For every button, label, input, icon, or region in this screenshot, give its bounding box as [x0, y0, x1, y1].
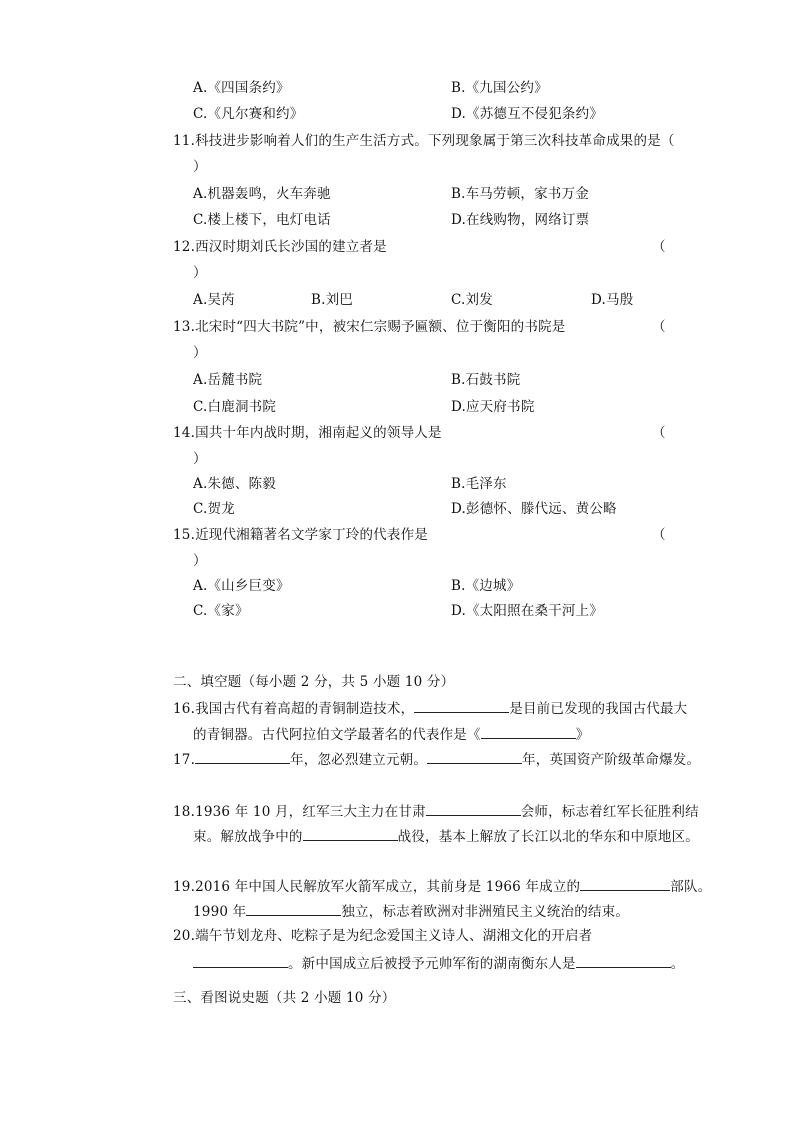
- q13-option-b: B.石鼓书院: [451, 372, 521, 388]
- q11-option-a: A.机器轰鸣，火车奔驰: [193, 186, 331, 202]
- q20-line-1: 20.端午节划龙舟、吃粽子是为纪念爱国主义诗人、湖湘文化的开启者: [173, 928, 593, 944]
- q14-close-paren: ）: [193, 451, 207, 467]
- q11-option-b: B.车马劳顿，家书万金: [451, 186, 589, 202]
- q17-number: 17.: [173, 752, 196, 768]
- q14-option-b: B.毛泽东: [451, 476, 507, 492]
- q19-text-2a: 1990 年: [193, 904, 247, 920]
- q11-option-c: C.楼上楼下，电灯电话: [193, 212, 331, 228]
- q16-text-2b: 》: [575, 727, 590, 743]
- q20-text-2b: 。: [670, 956, 685, 972]
- q10-option-b: B.《九国公约》: [451, 80, 548, 96]
- q11-close-paren: ）: [193, 159, 207, 175]
- q19-text-2b: 独立，标志着欧洲对非洲殖民主义统治的结束。: [341, 904, 630, 920]
- q19-text-1b: 部队。: [670, 879, 712, 895]
- q11-stem: 11.科技进步影响着人们的生产生活方式。下列现象属于第三次科技革命成果的是（: [173, 133, 675, 149]
- q15-option-d: D.《太阳照在桑干河上》: [451, 603, 604, 619]
- q18-text-2b: 战役，基本上解放了长江以北的华东和中原地区。: [397, 829, 700, 845]
- q18-blank-1[interactable]: [426, 801, 521, 816]
- q15-open-paren: （: [652, 527, 666, 543]
- q18-text-2a: 束。解放战争中的: [193, 829, 303, 845]
- q20-line-2: [193, 953, 684, 974]
- q16-blank-1[interactable]: [414, 698, 509, 713]
- section-3-heading: 三、看图说史题（共 2 小题 10 分）: [173, 990, 396, 1006]
- q18-text-1b: 会师，标志着红军长征胜利结: [520, 804, 699, 820]
- q17-text-b: 年，忽必烈建立元朝。: [290, 752, 428, 768]
- q15-option-b: B.《边城》: [451, 578, 521, 594]
- section-2-heading: 二、填空题（每小题 2 分，共 5 小题 10 分）: [173, 674, 455, 690]
- q10-option-a: A.《四国条约》: [193, 80, 290, 96]
- q15-close-paren: ）: [193, 553, 207, 569]
- q12-option-c: C.刘发: [451, 292, 493, 308]
- q20-text-2a: 。新中国成立后被授予元帅军衔的湖南衡东人是: [288, 956, 576, 972]
- q12-option-d: D.马殷: [591, 292, 634, 308]
- q16-blank-2[interactable]: [481, 724, 576, 739]
- q12-open-paren: （: [652, 239, 666, 255]
- q10-option-d: D.《苏德互不侵犯条约》: [451, 106, 604, 122]
- q10-option-c: C.《凡尔赛和约》: [193, 106, 304, 122]
- q15-option-a: A.《山乡巨变》: [193, 578, 290, 594]
- q13-stem: 13.北宋时“四大书院”中，被宋仁宗赐予匾额、位于衡阳的书院是: [173, 319, 566, 335]
- q15-option-c: C.《家》: [193, 603, 249, 619]
- q18-line-2: [193, 826, 699, 847]
- q14-open-paren: （: [652, 425, 666, 441]
- q12-option-b: B.刘巴: [311, 292, 354, 308]
- q14-stem: 14.国共十年内战时期，湘南起义的领导人是: [173, 425, 442, 441]
- q12-close-paren: ）: [193, 265, 207, 281]
- q19-text-1a: 19.2016 年中国人民解放军火箭军成立，其前身是 1966 年成立的: [173, 879, 581, 895]
- q13-open-paren: （: [652, 319, 666, 335]
- q16-text-1a: 16.我国古代有着高超的青铜制造技术，: [173, 701, 415, 717]
- q15-stem: 15.近现代湘籍著名文学家丁玲的代表作是: [173, 527, 428, 543]
- q12-stem: 12.西汉时期刘氏长沙国的建立者是: [173, 239, 387, 255]
- q16-line-2: [193, 724, 589, 745]
- q19-line-2: [193, 901, 629, 922]
- q14-option-c: C.贺龙: [193, 501, 235, 517]
- q13-option-a: A.岳麓书院: [193, 372, 263, 388]
- q17-text-c: 年，英国资产阶级革命爆发。: [522, 752, 701, 768]
- q18-blank-2[interactable]: [303, 826, 398, 841]
- q12-option-a: A.吴芮: [193, 292, 235, 308]
- q14-option-d: D.彭德怀、滕代远、黄公略: [451, 501, 617, 517]
- q20-blank-1[interactable]: [193, 953, 288, 968]
- q19-blank-1[interactable]: [580, 876, 670, 891]
- q11-option-d: D.在线购物，网络订票: [451, 212, 590, 228]
- q17-blank-1[interactable]: [195, 749, 290, 764]
- q19-blank-2[interactable]: [246, 901, 341, 916]
- q17-blank-2[interactable]: [427, 749, 522, 764]
- q13-option-c: C.白鹿洞书院: [193, 399, 277, 415]
- q16-text-2a: 的青铜器。古代阿拉伯文学最著名的代表作是《: [193, 727, 481, 743]
- q13-option-d: D.应天府书院: [451, 399, 535, 415]
- q16-text-1b: 是目前已发现的我国古代最大: [509, 701, 688, 717]
- q20-blank-2[interactable]: [576, 953, 671, 968]
- q18-line-1: [173, 801, 699, 822]
- q13-close-paren: ）: [193, 345, 207, 361]
- q14-option-a: A.朱德、陈毅: [193, 476, 276, 492]
- q16-line-1: [173, 698, 687, 719]
- q19-line-1: [173, 876, 711, 897]
- q17-line: [173, 749, 700, 770]
- q18-text-1a: 18.1936 年 10 月，红军三大主力在甘肃: [173, 804, 426, 820]
